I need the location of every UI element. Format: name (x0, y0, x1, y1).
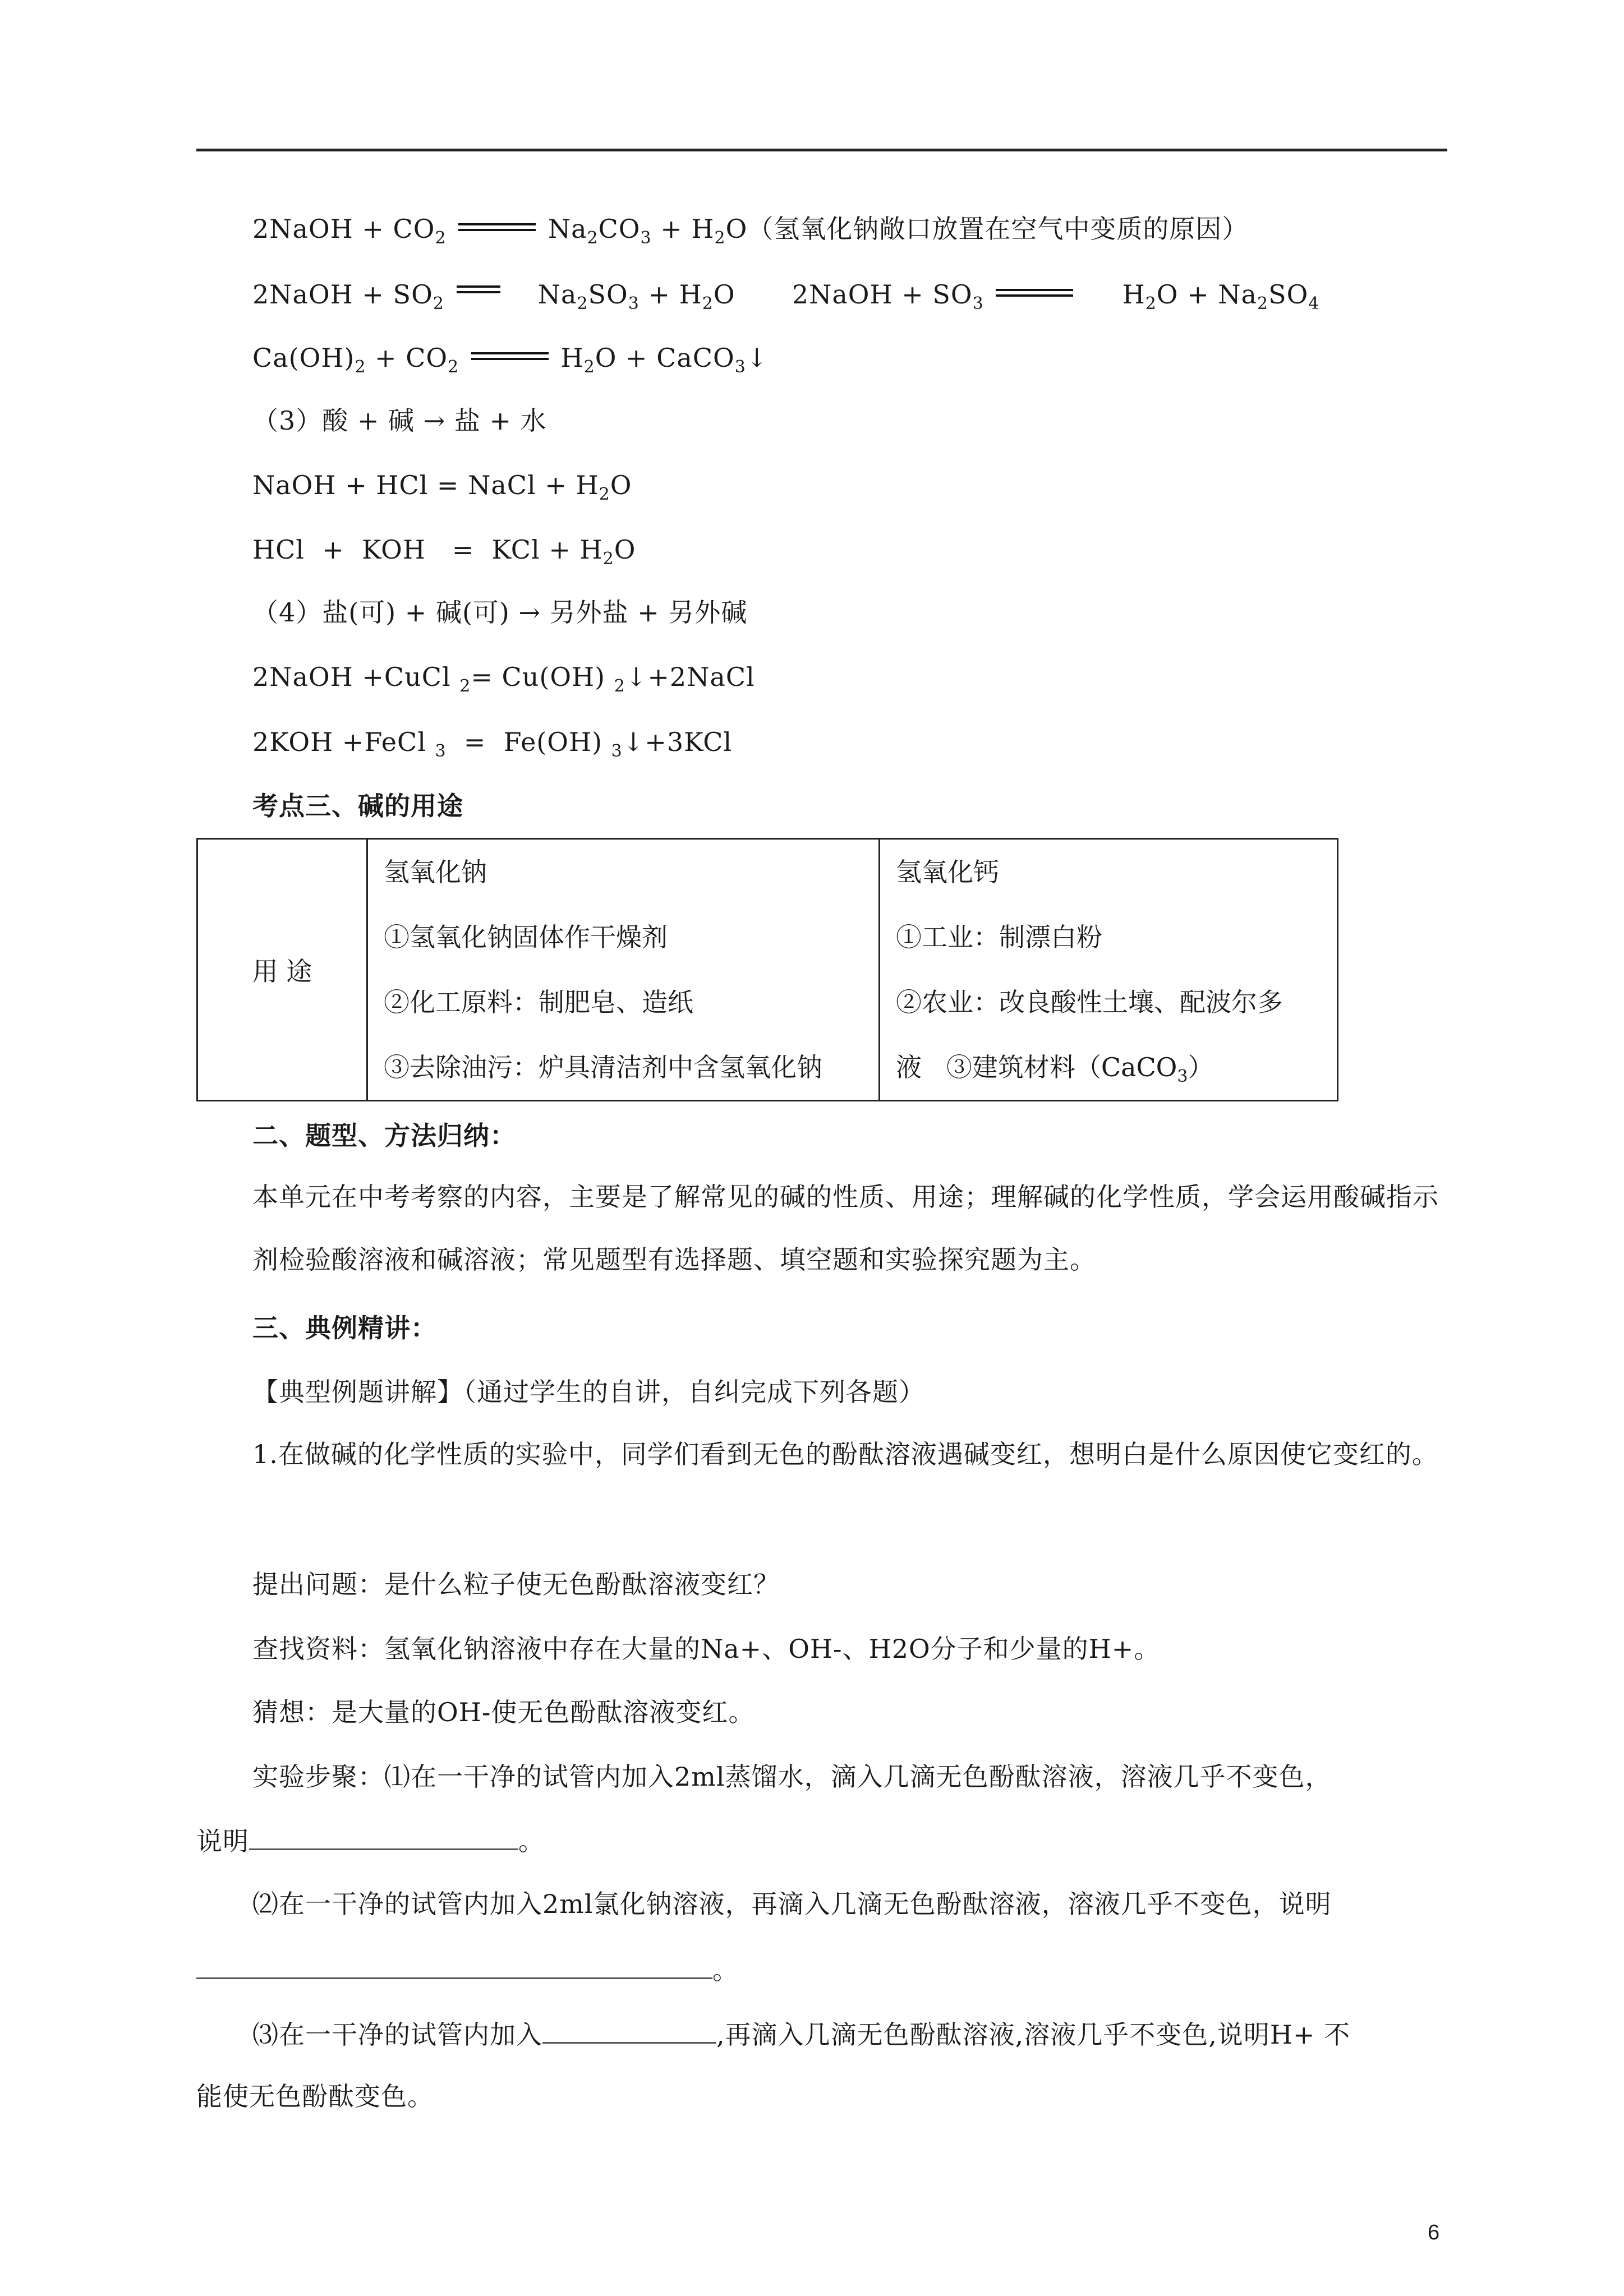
example-intro: 【典型例题讲解】（通过学生的自讲，自纠完成下列各题） (252, 1377, 925, 1407)
equation-naoh-so2-so3: 2NaOH + $SO_2$ $Na_2SO_3 + H_2O$ 2NaOH + $SO_3$ $H_2O + Na_2SO_4$ (252, 278, 1319, 311)
section2-body: 本单元在中考考察的内容，主要是了解常见的碱的性质、用途；理解碱的化学性质，学会运用酸碱指示剂检验酸溶液和碱溶液；常见题型有选择题、填空题和实验探究题为主。 (252, 1182, 1439, 1275)
section3-title: 三、典例精讲： (252, 1313, 437, 1343)
answer-blank[interactable] (249, 1823, 518, 1850)
equals-sign (455, 212, 539, 246)
heading-salt-base: （4）盐(可) + 碱(可) → 另外盐 + 另外碱 (252, 597, 748, 628)
uses-cell: 氢氧化钙 (896, 857, 999, 887)
question-1-step-1-answer: 说明 。 (196, 1823, 545, 1858)
answer-blank[interactable] (196, 1952, 712, 1979)
answer-blank[interactable] (542, 2016, 716, 2044)
equation-naoh-cucl2: 2NaOH +CuCl $_2$= Cu(OH) $_2$↓+2NaCl (252, 662, 755, 696)
section-uses-title: 考点三、碱的用途 (252, 791, 463, 821)
question-1-step-2: ⑵在一干净的试管内加入2ml氯化钠溶液，再滴入几滴无色酚酞溶液，溶液几乎不变色，说明 (252, 1889, 1332, 1919)
precipitate-arrow-icon: ↓ (746, 343, 769, 373)
section2-title: 二、题型、方法归纳： (252, 1121, 516, 1151)
question-1-data: 查找资料：氢氧化钠溶液中存在大量的Na+、OH-、H2O分子和少量的H+。 (252, 1634, 1161, 1664)
equation-naoh-co2: 2NaOH + $CO_2$ $Na_2CO_3 + H_2O$（氢氧化钠敞口放置在空气中变质的原因） (252, 212, 1248, 246)
equation-caoh-co2: $Ca(OH)_2 + CO_2$ $H_2O$ + CaCO$_3$↓ (252, 341, 768, 375)
header-rule (196, 149, 1447, 151)
question-1-step-1: 实验步聚：⑴在一干净的试管内加入2ml蒸馏水，滴入几滴无色酚酞溶液，溶液几乎不变色， (252, 1762, 1332, 1792)
uses-table (196, 838, 1338, 1101)
equals-sign (992, 278, 1076, 311)
uses-cell: 氢氧化钠 (384, 857, 487, 887)
question-1-step-2-answer: 。 (196, 1952, 739, 1987)
uses-col-caoh (880, 839, 1338, 1101)
question-1-body: 1.在做碱的化学性质的实验中，同学们看到无色的酚酞溶液遇碱变红，想明白是什么原因使它变红的。 (252, 1439, 1438, 1469)
question-1-problem: 提出问题：是什么粒子使无色酚酞溶液变红？ (252, 1569, 780, 1599)
question-1-step-3: ⑶在一干净的试管内加入 ,再滴入几滴无色酚酞溶液,溶液几乎不变色,说明H+ 不 (252, 2016, 1350, 2051)
page-number: 6 (1428, 2221, 1440, 2244)
equation-hcl-koh: HCl + KOH = KCl + $H_2O$ (252, 534, 636, 569)
heading-acid-base: （3）酸 + 碱 → 盐 + 水 (252, 405, 547, 436)
equals-sign (468, 341, 552, 375)
question-1-step-3-cont: 能使无色酚酞变色。 (196, 2081, 434, 2111)
uses-cell: ②农业：改良酸性土壤、配波尔多 (896, 987, 1283, 1017)
uses-cell: ③去除油污：炉具清洁剂中含氢氧化钠 (384, 1052, 822, 1082)
question-1-guess: 猜想：是大量的OH-使无色酚酞溶液变红。 (252, 1697, 755, 1727)
uses-col-naoh (367, 839, 880, 1101)
uses-cell: ①工业：制漂白粉 (896, 922, 1102, 952)
uses-row-label: 用 途 (197, 839, 367, 1101)
uses-cell: ②化工原料：制肥皂、造纸 (384, 987, 693, 1017)
equals-sign (453, 278, 504, 311)
uses-cell: ①氢氧化钠固体作干燥剂 (384, 922, 668, 952)
equation-koh-fecl3: 2KOH +FeCl $_3$ = Fe(OH) $_3$↓+3KCl (252, 727, 733, 761)
uses-cell: 液 ③建筑材料（CaCO$_3$） (896, 1052, 1214, 1086)
equation-naoh-hcl: NaOH + HCl = NaCl + $H_2O$ (252, 470, 632, 504)
